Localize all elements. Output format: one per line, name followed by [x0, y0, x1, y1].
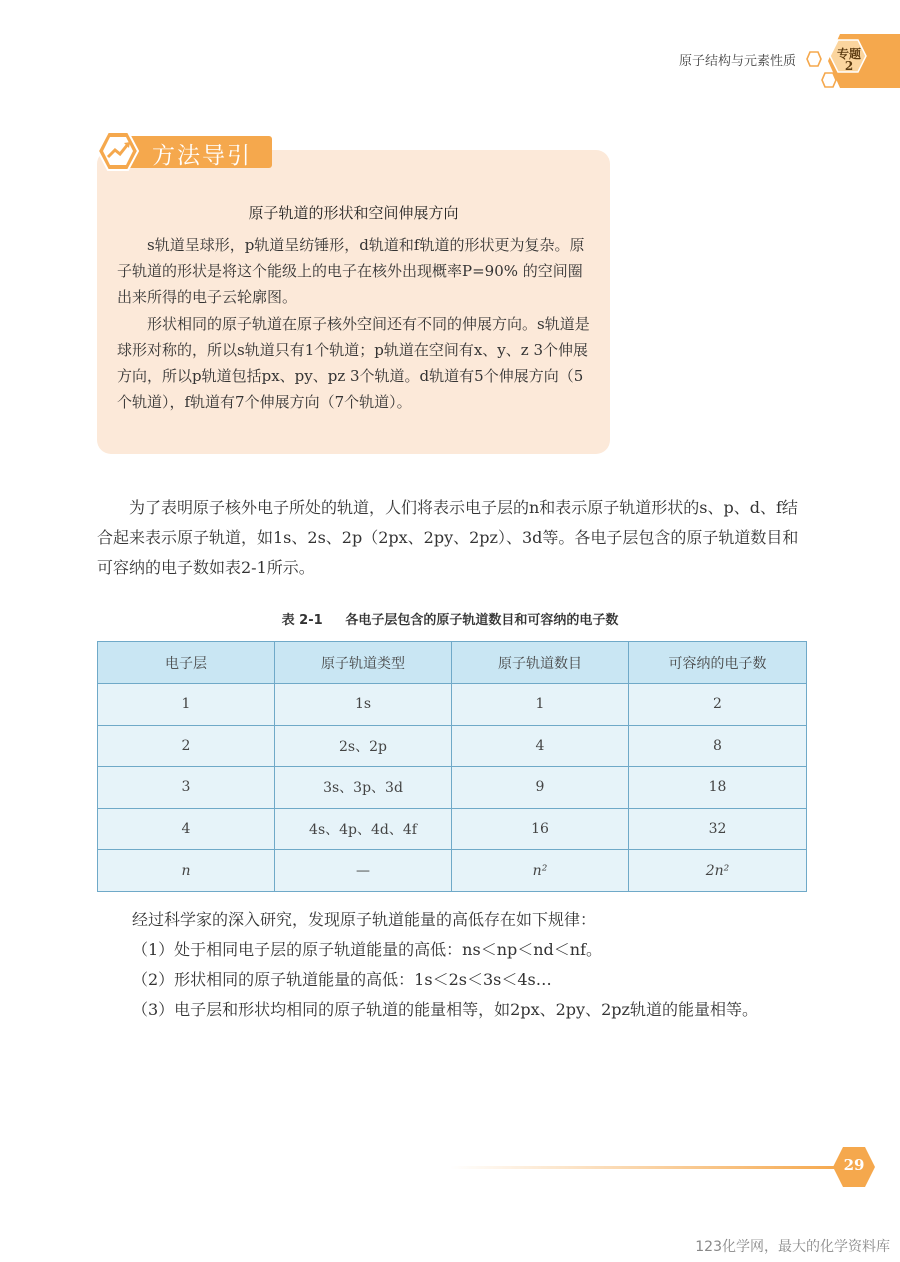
table-caption	[0, 609, 900, 628]
section-title: 原子结构与元素性质	[678, 54, 796, 69]
table-cell: 2	[98, 725, 275, 767]
table-cell: 3	[98, 767, 275, 809]
table-row	[98, 684, 807, 726]
table-cell: 4	[452, 725, 629, 767]
table-cell: 2s、2p	[275, 725, 452, 767]
table-row	[98, 725, 807, 767]
method-paragraph-2: 形状相同的原子轨道在原子核外空间还有不同的伸展方向。s轨道是球形对称的，所以s轨道只有1个轨道；p轨道在空间有x、y、z 3个伸展方向，所以p轨道包括px、py、pz 3个轨道。d轨道有5个伸展方向（5个轨道），f轨道有7个伸展方向（7个轨道）。	[117, 314, 590, 412]
table-cell: 8	[629, 725, 807, 767]
method-paragraph-1: s轨道呈球形，p轨道呈纺锤形，d轨道和f轨道的形状更为复杂。原子轨道的形状是将这个能级上的电子在核外出现概率P=90% 的空间圈出来所得的电子云轮廓图。	[117, 236, 585, 307]
table-cell: 4	[98, 808, 275, 850]
table-caption-label: 表 2-1	[281, 613, 323, 628]
table-header-cell: 原子轨道类型	[275, 642, 452, 684]
table-cell: 1	[98, 684, 275, 726]
table-cell: 2n²	[629, 850, 807, 892]
intro-paragraph	[97, 493, 809, 583]
method-badge-label: 方法导引	[152, 143, 252, 169]
table-cell: 1s	[275, 684, 452, 726]
table-header-cell: 可容纳的电子数	[629, 642, 807, 684]
table-cell: 18	[629, 767, 807, 809]
rules-intro: 经过科学家的深入研究，发现原子轨道能量的高低存在如下规律：	[132, 910, 597, 929]
footer-divider	[450, 1166, 840, 1169]
table-header-cell: 电子层	[98, 642, 275, 684]
chapter-tag-number: 2	[844, 59, 854, 73]
table-cell: 16	[452, 808, 629, 850]
table-header-cell: 原子轨道数目	[452, 642, 629, 684]
rule-item: （3）电子层和形状均相同的原子轨道的能量相等，如2px、2py、2pz轨道的能量相等。	[132, 1000, 758, 1019]
hexagon-outline-icon	[821, 72, 837, 88]
rule-item: （1）处于相同电子层的原子轨道能量的高低：ns＜np＜nd＜nf。	[132, 940, 603, 959]
hexagon-icon	[806, 51, 822, 67]
table-cell: 4s、4p、4d、4f	[275, 808, 452, 850]
watermark: 123化学网，最大的化学资料库	[695, 1239, 890, 1255]
table-cell: n²	[452, 850, 629, 892]
method-title: 原子轨道的形状和空间伸展方向	[248, 204, 459, 222]
rule-item: （2）形状相同的原子轨道能量的高低：1s＜2s＜3s＜4s…	[132, 970, 552, 989]
table-cell: 1	[452, 684, 629, 726]
method-body	[117, 232, 597, 415]
table-row	[98, 767, 807, 809]
orbital-table	[97, 641, 807, 892]
table-cell: 3s、3p、3d	[275, 767, 452, 809]
table-cell: n	[98, 850, 275, 892]
table-cell: 9	[452, 767, 629, 809]
table-cell: 2	[629, 684, 807, 726]
chapter-tag-label: 专题	[836, 47, 861, 61]
table-row	[98, 850, 807, 892]
page-number: 29	[843, 1156, 865, 1174]
rules-list	[132, 905, 812, 1025]
table-cell: —	[275, 850, 452, 892]
table-header-row	[98, 642, 807, 684]
intro-paragraph-text: 为了表明原子核外电子所处的轨道，人们将表示电子层的n和表示原子轨道形状的s、p、d、f结合起来表示原子轨道，如1s、2s、2p（2px、2py、2pz）、3d等。各电子层包含的原子轨道数目和可容纳的电子数如表2-1所示。	[97, 498, 799, 577]
table-cell: 32	[629, 808, 807, 850]
chapter-tag-text	[834, 48, 864, 72]
table-row	[98, 808, 807, 850]
table-caption-title: 各电子层包含的原子轨道数目和可容纳的电子数	[345, 613, 619, 628]
